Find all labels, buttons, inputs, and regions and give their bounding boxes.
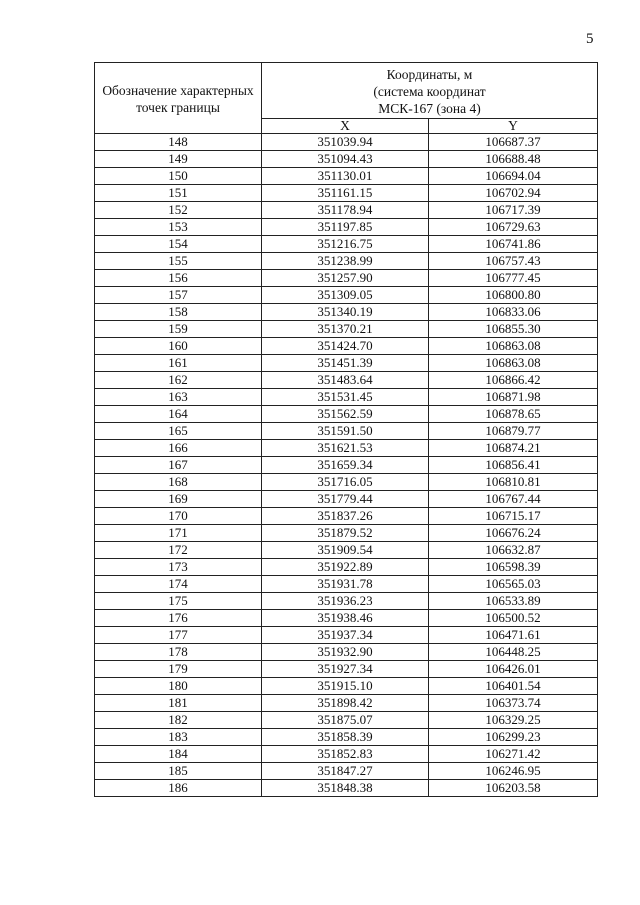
point-id-cell: 161 — [95, 355, 262, 372]
table-row — [95, 287, 598, 304]
table-row — [95, 576, 598, 593]
point-id-cell: 172 — [95, 542, 262, 559]
table-row — [95, 763, 598, 780]
x-coordinate-cell: 351039.94 — [262, 134, 429, 151]
y-coordinate-cell: 106500.52 — [429, 610, 598, 627]
y-coordinate-cell: 106856.41 — [429, 457, 598, 474]
point-id-cell: 186 — [95, 780, 262, 797]
x-coordinate-cell: 351531.45 — [262, 389, 429, 406]
x-coordinate-cell: 351875.07 — [262, 712, 429, 729]
y-coordinate-cell: 106687.37 — [429, 134, 598, 151]
x-coordinate-cell: 351848.38 — [262, 780, 429, 797]
header-coords-line2: (система координат — [373, 84, 486, 99]
y-coordinate-cell: 106471.61 — [429, 627, 598, 644]
table-row — [95, 695, 598, 712]
table-row — [95, 474, 598, 491]
x-coordinate-cell: 351716.05 — [262, 474, 429, 491]
y-coordinate-cell: 106767.44 — [429, 491, 598, 508]
x-coordinate-cell: 351858.39 — [262, 729, 429, 746]
x-coordinate-cell: 351309.05 — [262, 287, 429, 304]
y-coordinate-cell: 106299.23 — [429, 729, 598, 746]
table-row — [95, 457, 598, 474]
point-id-cell: 171 — [95, 525, 262, 542]
point-id-cell: 181 — [95, 695, 262, 712]
y-coordinate-cell: 106741.86 — [429, 236, 598, 253]
x-coordinate-cell: 351562.59 — [262, 406, 429, 423]
x-coordinate-cell: 351216.75 — [262, 236, 429, 253]
table-row — [95, 610, 598, 627]
point-id-cell: 184 — [95, 746, 262, 763]
point-id-cell: 182 — [95, 712, 262, 729]
table-body — [95, 134, 598, 797]
y-coordinate-cell: 106702.94 — [429, 185, 598, 202]
x-coordinate-cell: 351852.83 — [262, 746, 429, 763]
table-row — [95, 185, 598, 202]
table-row — [95, 253, 598, 270]
y-coordinate-cell: 106863.08 — [429, 338, 598, 355]
y-coordinate-cell: 106565.03 — [429, 576, 598, 593]
table-row — [95, 134, 598, 151]
point-id-cell: 165 — [95, 423, 262, 440]
point-id-cell: 154 — [95, 236, 262, 253]
x-coordinate-cell: 351837.26 — [262, 508, 429, 525]
header-coords-line3: МСК-167 (зона 4) — [378, 101, 481, 116]
y-coordinate-cell: 106878.65 — [429, 406, 598, 423]
coordinates-table — [94, 62, 598, 797]
point-id-cell: 148 — [95, 134, 262, 151]
table-row — [95, 627, 598, 644]
y-coordinate-cell: 106855.30 — [429, 321, 598, 338]
table-row — [95, 406, 598, 423]
table-header — [95, 63, 598, 134]
table-row — [95, 304, 598, 321]
point-id-cell: 156 — [95, 270, 262, 287]
header-coords-line1: Координаты, м — [386, 67, 473, 82]
point-id-cell: 183 — [95, 729, 262, 746]
table-row — [95, 644, 598, 661]
x-coordinate-cell: 351938.46 — [262, 610, 429, 627]
x-coordinate-cell: 351847.27 — [262, 763, 429, 780]
table-row — [95, 219, 598, 236]
point-id-cell: 169 — [95, 491, 262, 508]
point-id-cell: 177 — [95, 627, 262, 644]
table-row — [95, 202, 598, 219]
x-coordinate-cell: 351197.85 — [262, 219, 429, 236]
x-coordinate-cell: 351937.34 — [262, 627, 429, 644]
y-coordinate-cell: 106863.08 — [429, 355, 598, 372]
point-id-cell: 160 — [95, 338, 262, 355]
y-coordinate-cell: 106874.21 — [429, 440, 598, 457]
table-row — [95, 542, 598, 559]
x-coordinate-cell: 351936.23 — [262, 593, 429, 610]
y-coordinate-cell: 106833.06 — [429, 304, 598, 321]
y-coordinate-cell: 106246.95 — [429, 763, 598, 780]
y-coordinate-cell: 106777.45 — [429, 270, 598, 287]
point-id-cell: 170 — [95, 508, 262, 525]
y-coordinate-cell: 106533.89 — [429, 593, 598, 610]
x-coordinate-cell: 351932.90 — [262, 644, 429, 661]
x-coordinate-cell: 351238.99 — [262, 253, 429, 270]
y-coordinate-cell: 106203.58 — [429, 780, 598, 797]
page-number: 5 — [586, 31, 594, 47]
table-row — [95, 508, 598, 525]
table-row — [95, 661, 598, 678]
point-id-cell: 157 — [95, 287, 262, 304]
point-id-cell: 167 — [95, 457, 262, 474]
y-coordinate-cell: 106401.54 — [429, 678, 598, 695]
point-id-cell: 159 — [95, 321, 262, 338]
point-id-cell: 163 — [95, 389, 262, 406]
header-points-column — [95, 63, 262, 134]
y-coordinate-cell: 106632.87 — [429, 542, 598, 559]
x-coordinate-cell: 351922.89 — [262, 559, 429, 576]
point-id-cell: 164 — [95, 406, 262, 423]
x-coordinate-cell: 351161.15 — [262, 185, 429, 202]
table-row — [95, 440, 598, 457]
header-y: Y — [429, 119, 598, 134]
point-id-cell: 179 — [95, 661, 262, 678]
y-coordinate-cell: 106676.24 — [429, 525, 598, 542]
table-row — [95, 151, 598, 168]
x-coordinate-cell: 351909.54 — [262, 542, 429, 559]
table-row — [95, 423, 598, 440]
point-id-cell: 155 — [95, 253, 262, 270]
point-id-cell: 166 — [95, 440, 262, 457]
y-coordinate-cell: 106448.25 — [429, 644, 598, 661]
x-coordinate-cell: 351927.34 — [262, 661, 429, 678]
x-coordinate-cell: 351915.10 — [262, 678, 429, 695]
table-row — [95, 712, 598, 729]
table-row — [95, 780, 598, 797]
point-id-cell: 174 — [95, 576, 262, 593]
y-coordinate-cell: 106694.04 — [429, 168, 598, 185]
table-row — [95, 236, 598, 253]
y-coordinate-cell: 106715.17 — [429, 508, 598, 525]
point-id-cell: 153 — [95, 219, 262, 236]
x-coordinate-cell: 351659.34 — [262, 457, 429, 474]
table-row — [95, 321, 598, 338]
x-coordinate-cell: 351898.42 — [262, 695, 429, 712]
header-x: X — [262, 119, 429, 134]
x-coordinate-cell: 351879.52 — [262, 525, 429, 542]
table-row — [95, 389, 598, 406]
y-coordinate-cell: 106800.80 — [429, 287, 598, 304]
table-row — [95, 168, 598, 185]
header-points-label: Обозначение характерных точек границы — [102, 83, 254, 115]
y-coordinate-cell: 106866.42 — [429, 372, 598, 389]
point-id-cell: 175 — [95, 593, 262, 610]
x-coordinate-cell: 351591.50 — [262, 423, 429, 440]
x-coordinate-cell: 351178.94 — [262, 202, 429, 219]
table-row — [95, 559, 598, 576]
x-coordinate-cell: 351451.39 — [262, 355, 429, 372]
point-id-cell: 158 — [95, 304, 262, 321]
y-coordinate-cell: 106717.39 — [429, 202, 598, 219]
point-id-cell: 173 — [95, 559, 262, 576]
y-coordinate-cell: 106329.25 — [429, 712, 598, 729]
x-coordinate-cell: 351257.90 — [262, 270, 429, 287]
y-coordinate-cell: 106598.39 — [429, 559, 598, 576]
y-coordinate-cell: 106871.98 — [429, 389, 598, 406]
table-row — [95, 270, 598, 287]
point-id-cell: 162 — [95, 372, 262, 389]
y-coordinate-cell: 106810.81 — [429, 474, 598, 491]
point-id-cell: 178 — [95, 644, 262, 661]
y-coordinate-cell: 106373.74 — [429, 695, 598, 712]
point-id-cell: 185 — [95, 763, 262, 780]
header-coordinates — [262, 63, 598, 119]
x-coordinate-cell: 351931.78 — [262, 576, 429, 593]
table-row — [95, 678, 598, 695]
table-row — [95, 355, 598, 372]
point-id-cell: 152 — [95, 202, 262, 219]
point-id-cell: 176 — [95, 610, 262, 627]
y-coordinate-cell: 106729.63 — [429, 219, 598, 236]
table-row — [95, 338, 598, 355]
point-id-cell: 168 — [95, 474, 262, 491]
x-coordinate-cell: 351370.21 — [262, 321, 429, 338]
y-coordinate-cell: 106879.77 — [429, 423, 598, 440]
x-coordinate-cell: 351779.44 — [262, 491, 429, 508]
x-coordinate-cell: 351621.53 — [262, 440, 429, 457]
x-coordinate-cell: 351340.19 — [262, 304, 429, 321]
y-coordinate-cell: 106688.48 — [429, 151, 598, 168]
table-row — [95, 729, 598, 746]
point-id-cell: 180 — [95, 678, 262, 695]
point-id-cell: 149 — [95, 151, 262, 168]
table-row — [95, 746, 598, 763]
point-id-cell: 151 — [95, 185, 262, 202]
x-coordinate-cell: 351483.64 — [262, 372, 429, 389]
y-coordinate-cell: 106757.43 — [429, 253, 598, 270]
y-coordinate-cell: 106426.01 — [429, 661, 598, 678]
table-row — [95, 491, 598, 508]
x-coordinate-cell: 351130.01 — [262, 168, 429, 185]
x-coordinate-cell: 351424.70 — [262, 338, 429, 355]
point-id-cell: 150 — [95, 168, 262, 185]
x-coordinate-cell: 351094.43 — [262, 151, 429, 168]
table-row — [95, 372, 598, 389]
table-row — [95, 525, 598, 542]
y-coordinate-cell: 106271.42 — [429, 746, 598, 763]
table-row — [95, 593, 598, 610]
